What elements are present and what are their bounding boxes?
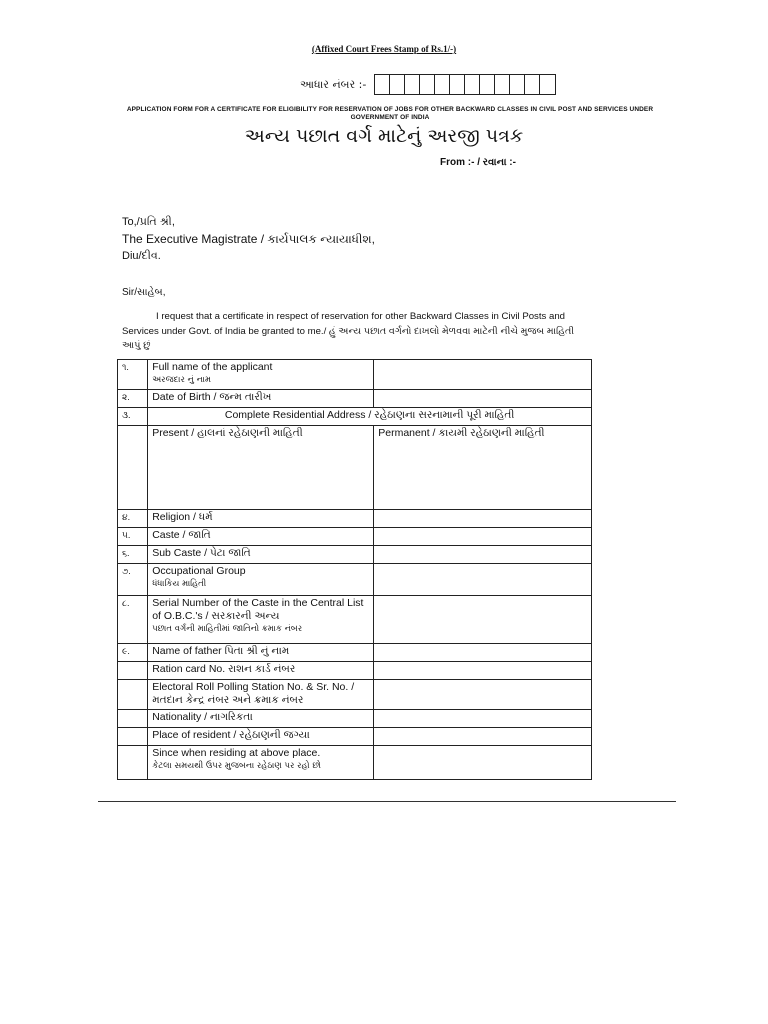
label-text: Full name of the applicant [152, 361, 273, 373]
row-caste-serial-number [118, 596, 592, 644]
label-text: Since when residing at above place. [152, 747, 321, 759]
aadhaar-digit-box[interactable] [495, 75, 510, 94]
row-place-of-resident [118, 728, 592, 746]
row-label: Name of father પિતા શ્રી નું નામ [148, 644, 374, 662]
row-ration-card [118, 662, 592, 680]
row-number: ૧. [118, 360, 148, 390]
row-label: Caste / જાતિ [148, 528, 374, 546]
row-label [148, 564, 374, 596]
application-title: APPLICATION FORM FOR A CERTIFICATE FOR ELIGIBILITY FOR RESERVATION OF JOBS FOR OTHER BACKWARD CLASSES IN CIVIL POST AND SERVICES UNDER GOVERNMENT OF INDIA [126, 106, 654, 121]
row-number [118, 680, 148, 710]
row-number [118, 710, 148, 728]
address-header: Complete Residential Address / રહેઠાણના સરનામાની પૂરી માહિતી [148, 408, 592, 426]
aadhaar-digit-box[interactable] [525, 75, 540, 94]
row-address [118, 426, 592, 510]
row-father-name [118, 644, 592, 662]
aadhaar-digit-box[interactable] [435, 75, 450, 94]
row-religion [118, 510, 592, 528]
aadhaar-digit-box[interactable] [465, 75, 480, 94]
caste-field[interactable] [374, 528, 592, 546]
row-label: Religion / ધર્મ [148, 510, 374, 528]
row-caste [118, 528, 592, 546]
aadhaar-digit-box[interactable] [420, 75, 435, 94]
aadhaar-boxes[interactable] [374, 74, 556, 95]
ration-card-field[interactable] [374, 662, 592, 680]
date-of-birth-field[interactable] [374, 390, 592, 408]
row-number [118, 746, 148, 780]
nationality-field[interactable] [374, 710, 592, 728]
permanent-address-label: Permanent / કાયમી રહેઠાણની માહિતી [378, 427, 545, 439]
row-label: Nationality / નાગરિકતા [148, 710, 374, 728]
aadhaar-digit-box[interactable] [450, 75, 465, 94]
sub-caste-field[interactable] [374, 546, 592, 564]
label-text: Serial Number of the Caste in the Central List of O.B.C.'s / સરકારની અન્ય [152, 597, 364, 622]
father-name-field[interactable] [374, 644, 592, 662]
row-number: ૭. [118, 564, 148, 596]
to-line: To,/પ્રતિ શ્રી, [122, 216, 175, 228]
main-title: અન્ય પછાત વર્ગ માટેનું અરજી પત્રક [244, 125, 524, 147]
row-nationality [118, 710, 592, 728]
permanent-address-field[interactable] [374, 426, 592, 510]
aadhaar-digit-box[interactable] [390, 75, 405, 94]
salutation: Sir/સાહેબ, [122, 287, 166, 298]
label-subtext: અરજદાર નું નામ [152, 375, 211, 385]
row-number: ૪. [118, 510, 148, 528]
row-number: ૩. [118, 408, 148, 426]
row-residing-since [118, 746, 592, 780]
row-full-name [118, 360, 592, 390]
label-text: Occupational Group [152, 565, 246, 577]
row-number-empty [118, 426, 148, 510]
aadhaar-label: આધાર નંબર :- [300, 77, 367, 91]
full-name-field[interactable] [374, 360, 592, 390]
row-number [118, 662, 148, 680]
magistrate-line: The Executive Magistrate / કાર્યપાલક ન્યાયાધીશ, [122, 232, 376, 246]
bottom-divider [98, 801, 676, 802]
row-label [148, 596, 374, 644]
row-number [118, 728, 148, 746]
caste-serial-number-field[interactable] [374, 596, 592, 644]
place-of-resident-field[interactable] [374, 728, 592, 746]
row-label [148, 360, 374, 390]
electoral-roll-field[interactable] [374, 680, 592, 710]
present-address-label: Present / હાલનાં રહેઠાણની માહિતી [152, 427, 303, 439]
aadhaar-digit-box[interactable] [375, 75, 390, 94]
row-number: ૬. [118, 546, 148, 564]
occupational-group-field[interactable] [374, 564, 592, 596]
place-line: Diu/દીવ. [122, 250, 161, 262]
row-number: ૨. [118, 390, 148, 408]
row-address-header [118, 408, 592, 426]
row-sub-caste [118, 546, 592, 564]
address-block [122, 214, 375, 265]
row-label: Sub Caste / પેટા જાતિ [148, 546, 374, 564]
stamp-note: (Affixed Court Frees Stamp of Rs.1/-) [311, 44, 457, 54]
row-number: ૫. [118, 528, 148, 546]
aadhaar-field [300, 74, 556, 95]
aadhaar-digit-box[interactable] [480, 75, 495, 94]
label-subtext: ધંધાકિય માહિતી [152, 579, 207, 589]
row-label: Ration card No. રાશન કાર્ડ નંબર [148, 662, 374, 680]
label-subtext: કેટલા સમયથી ઉપર મુજબના રહેઠાણ પર રહો છો [152, 761, 322, 771]
residing-since-field[interactable] [374, 746, 592, 780]
request-text: I request that a certificate in respect of reservation for other Backward Classes in Civil Posts and Services under Govt. of India be granted to me./ હું અન્ય પછાત વર્ગનો દાખલો મેળવવા માટેની નીચે મુજબ માહિતી આપું છું [122, 311, 575, 351]
present-address-field[interactable] [148, 426, 374, 510]
row-number: ૯. [118, 644, 148, 662]
row-label: Date of Birth / જન્મ તારીખ [148, 390, 374, 408]
row-label: Place of resident / રહેઠાણની જગ્યા [148, 728, 374, 746]
religion-field[interactable] [374, 510, 592, 528]
aadhaar-digit-box[interactable] [510, 75, 525, 94]
application-form-table [117, 359, 592, 780]
row-label: Electoral Roll Polling Station No. & Sr. No. / મતદાન કેન્દ્ર નંબર અને ક્રમાક નંબર [148, 680, 374, 710]
row-electoral-roll [118, 680, 592, 710]
aadhaar-digit-box[interactable] [540, 75, 555, 94]
row-date-of-birth [118, 390, 592, 408]
label-subtext: પછાત વર્ગની માહિતીમાં જાતિનો ક્રમાક નંબર [152, 624, 303, 634]
aadhaar-digit-box[interactable] [405, 75, 420, 94]
row-label [148, 746, 374, 780]
row-occupational-group [118, 564, 592, 596]
from-label: From :- / રવાના :- [440, 157, 516, 168]
row-number: ૮. [118, 596, 148, 644]
